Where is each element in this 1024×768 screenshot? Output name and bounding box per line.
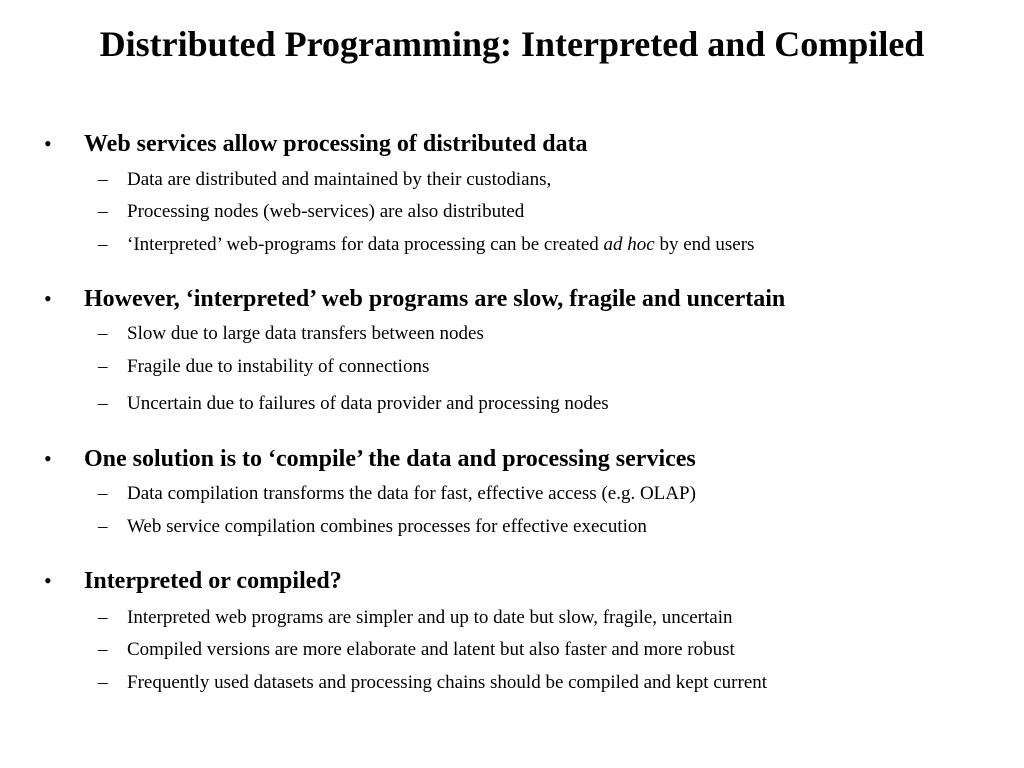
slide-title: Distributed Programming: Interpreted and Compiled — [99, 24, 925, 64]
sub-dash: – — [98, 169, 108, 190]
sub-item-text: Interpreted web programs are simpler and up to date but slow, fragile, uncertain — [127, 607, 733, 628]
bullet-heading: Web services allow processing of distributed data — [84, 131, 588, 157]
sub-dash: – — [98, 201, 108, 222]
bullet-however — [0, 284, 1024, 314]
sub-item — [0, 167, 1024, 193]
sub-item — [0, 354, 1024, 380]
sub-item — [0, 391, 1024, 417]
sub-item-text: Frequently used datasets and processing chains should be compiled and kept current — [127, 672, 768, 693]
bullet-dot: • — [44, 446, 52, 471]
sub-item-text: Data are distributed and maintained by their custodians, — [127, 169, 552, 190]
sub-item-text: Slow due to large data transfers between nodes — [127, 323, 484, 344]
sub-item — [0, 514, 1024, 540]
sub-item-text: Fragile due to instability of connections — [127, 356, 430, 377]
sub-item — [0, 670, 1024, 696]
bullet-dot: • — [44, 568, 52, 593]
sub-item — [0, 481, 1024, 507]
sub-dash: – — [98, 393, 108, 414]
bullet-interpreted-or-compiled — [0, 566, 1024, 596]
sub-dash: – — [98, 234, 108, 255]
sub-dash: – — [98, 639, 108, 660]
sub-item — [0, 321, 1024, 347]
sub-item — [0, 199, 1024, 225]
sub-dash: – — [98, 483, 108, 504]
bullet-one-solution — [0, 444, 1024, 474]
sub-item-text-before: ‘Interpreted’ web-programs for data processing can be created — [127, 234, 604, 255]
sub-item — [0, 232, 1024, 258]
sub-item-text: Data compilation transforms the data for fast, effective access (e.g. OLAP) — [127, 483, 696, 504]
bullet-dot: • — [44, 131, 52, 156]
sub-item — [0, 605, 1024, 631]
sub-item-text — [127, 232, 754, 258]
sub-item — [0, 637, 1024, 663]
bullet-heading: Interpreted or compiled? — [84, 568, 342, 594]
sub-dash: – — [98, 516, 108, 537]
bullet-heading: However, ‘interpreted’ web programs are slow, fragile and uncertain — [84, 286, 786, 312]
sub-item-text: Web service compilation combines processes for effective execution — [127, 516, 647, 537]
sub-dash: – — [98, 356, 108, 377]
sub-item-text: Compiled versions are more elaborate and latent but also faster and more robust — [127, 639, 735, 660]
sub-item-text-after: by end users — [654, 234, 755, 255]
bullet-heading: One solution is to ‘compile’ the data and processing services — [84, 446, 696, 472]
sub-dash: – — [98, 323, 108, 344]
bullet-dot: • — [44, 286, 52, 311]
sub-dash: – — [98, 607, 108, 628]
sub-item-text: Processing nodes (web-services) are also distributed — [127, 201, 525, 222]
sub-item-text: Uncertain due to failures of data provider and processing nodes — [127, 393, 609, 414]
bullet-web-services — [0, 129, 1024, 159]
sub-item-text-italic: ad hoc — [603, 234, 655, 255]
sub-dash: – — [98, 672, 108, 693]
